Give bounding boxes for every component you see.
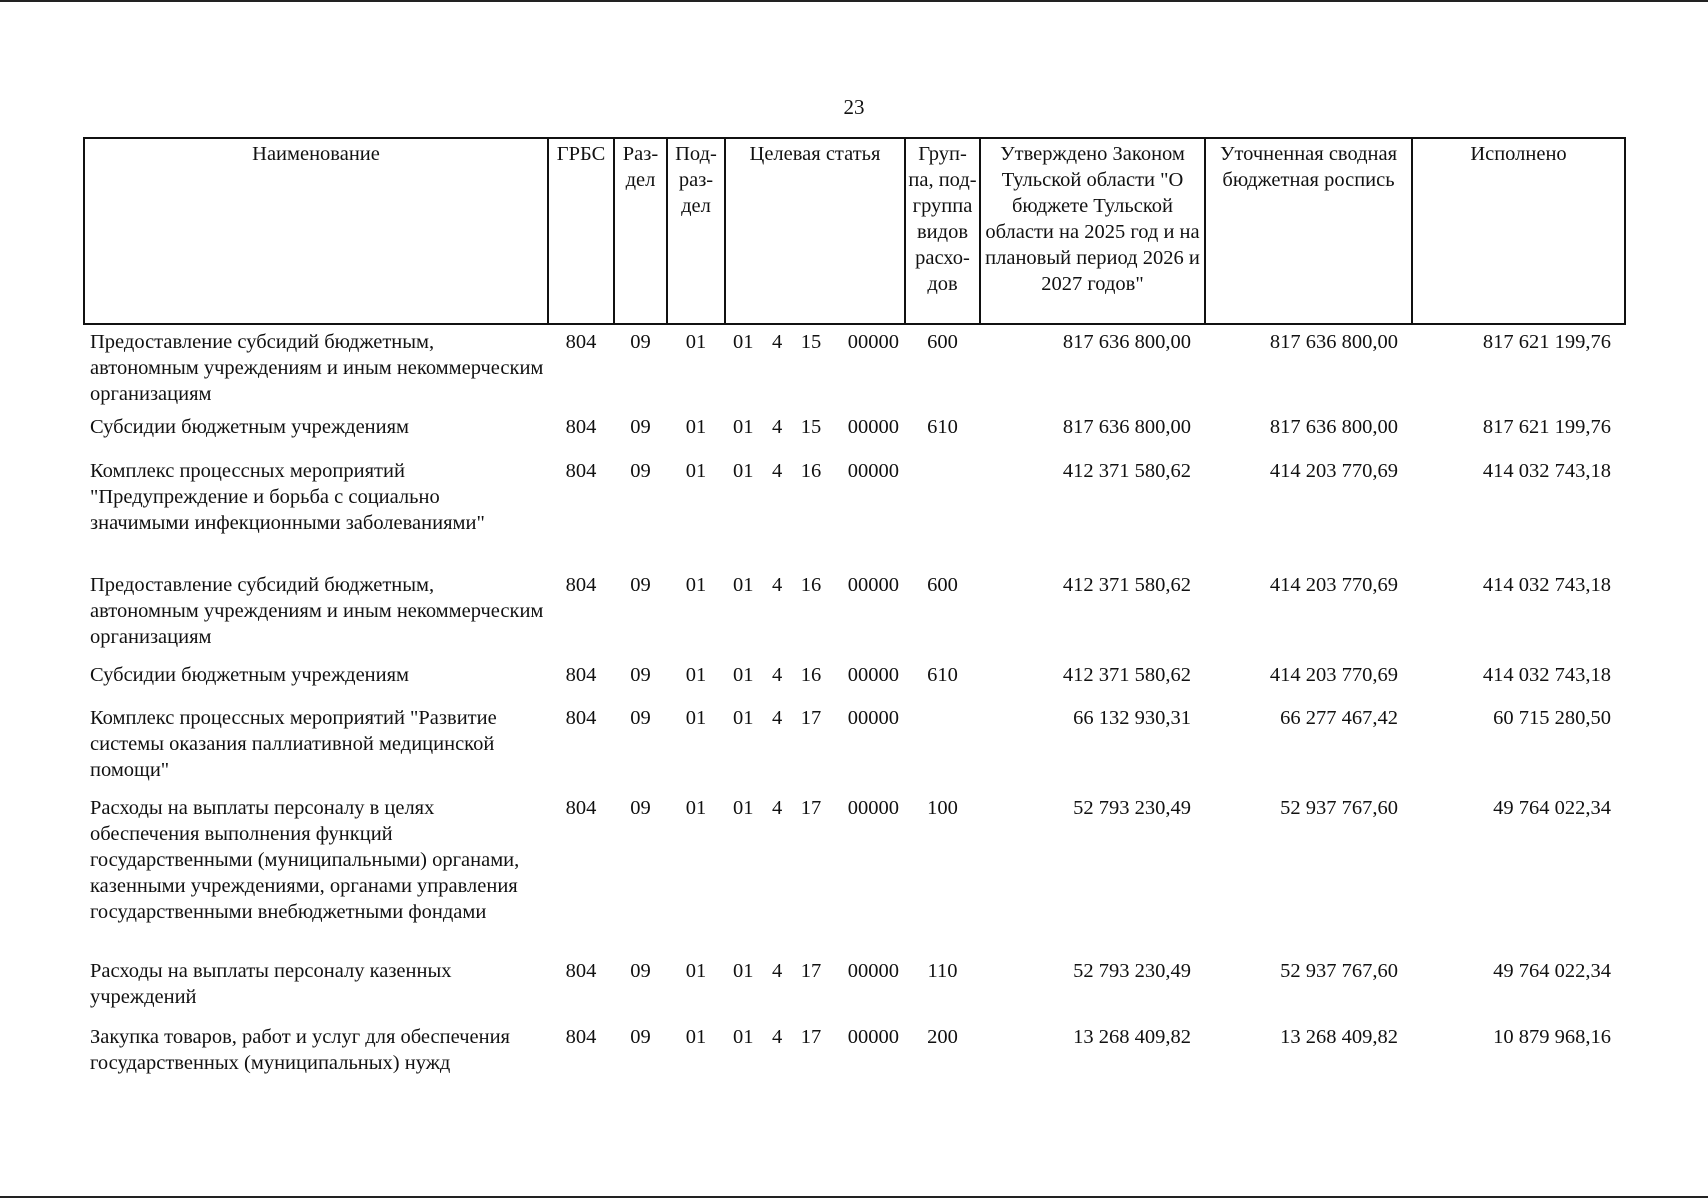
row-group: 100 [927,797,958,819]
row-refined: 817 636 800,00 [1269,331,1398,353]
row-name: Расходы на выплаты персоналу казенных учреждений [90,960,452,1008]
row-grbs: 804 [565,574,597,596]
target-part: 17 [800,797,822,819]
row-grbs: 804 [565,707,597,729]
row-podrazdel: 01 [685,1026,707,1048]
row-target [725,324,905,414]
row-group: 610 [927,416,958,438]
row-grbs: 804 [565,416,597,438]
target-part: 01 [733,331,754,353]
row-executed: 10 879 968,16 [1493,1026,1611,1048]
target-part: 17 [800,1026,822,1048]
row-name: Комплекс процессных мероприятий "Предупреждение и борьба с социально значимыми инфекционными заболеваниями" [90,460,485,534]
row-group: 610 [927,664,958,686]
row-approved: 412 371 580,62 [1062,664,1191,686]
row-podrazdel: 01 [685,664,707,686]
page-number: 23 [843,95,865,119]
target-part: 16 [800,460,822,482]
header-executed: Исполнено [1412,138,1625,324]
row-approved: 412 371 580,62 [1062,460,1191,482]
row-razdel: 09 [630,707,651,729]
header-name: Наименование [84,138,548,324]
bottom-scan-rule [0,1196,1708,1198]
row-name: Расходы на выплаты персоналу в целях обеспечения выполнения функций государственными (муниципальными) органами, казенными учреждениями, органами управления государственными внебюджетными фондами [90,797,520,923]
row-target [725,414,905,458]
target-part: 01 [733,1026,754,1048]
row-razdel: 09 [630,664,651,686]
target-part: 4 [772,664,783,686]
row-target [725,572,905,662]
target-part: 15 [800,416,822,438]
table-row [84,458,1625,572]
row-approved: 52 793 230,49 [1073,960,1191,982]
row-razdel: 09 [630,574,651,596]
table-header [84,138,1625,324]
target-part: 00000 [847,707,899,729]
target-part: 4 [772,797,783,819]
header-razdel: Раз-дел [614,138,667,324]
row-target [725,795,905,958]
target-part: 16 [800,574,822,596]
row-podrazdel: 01 [685,960,707,982]
row-podrazdel: 01 [685,707,707,729]
row-name: Предоставление субсидий бюджетным, автономным учреждениям и иным некоммерческим организациям [90,331,544,405]
target-part: 4 [772,574,783,596]
row-target [725,662,905,705]
row-grbs: 804 [565,664,597,686]
table-body [84,324,1625,1114]
row-grbs: 804 [565,960,597,982]
target-part: 4 [772,707,783,729]
target-part: 4 [772,331,783,353]
row-name: Закупка товаров, работ и услуг для обеспечения государственных (муниципальных) нужд [90,1026,510,1074]
target-part: 01 [733,797,754,819]
row-refined: 414 203 770,69 [1269,574,1398,596]
target-part: 17 [800,960,822,982]
table-row [84,1024,1625,1114]
row-group: 600 [927,574,958,596]
row-executed: 49 764 022,34 [1493,797,1611,819]
row-name: Субсидии бюджетным учреждениям [90,416,410,438]
header-refined: Уточненная сводная бюджетная роспись [1205,138,1412,324]
target-part: 01 [733,707,754,729]
row-executed: 49 764 022,34 [1493,960,1611,982]
table-row [84,705,1625,795]
table-row [84,795,1625,958]
row-group: 200 [927,1026,958,1048]
row-target [725,958,905,1024]
row-podrazdel: 01 [685,797,707,819]
row-approved: 412 371 580,62 [1062,574,1191,596]
row-razdel: 09 [630,331,651,353]
row-refined: 52 937 767,60 [1280,797,1398,819]
row-target [725,458,905,572]
target-part: 00000 [847,331,899,353]
row-razdel: 09 [630,416,651,438]
row-podrazdel: 01 [685,460,707,482]
row-refined: 66 277 467,42 [1280,707,1398,729]
row-podrazdel: 01 [685,574,707,596]
table-row [84,324,1625,414]
row-approved: 13 268 409,82 [1073,1026,1191,1048]
row-grbs: 804 [565,460,597,482]
target-part: 17 [800,707,822,729]
row-group [905,458,980,572]
target-part: 4 [772,1026,783,1048]
top-scan-rule [0,0,1708,2]
target-part: 00000 [847,416,899,438]
header-grbs: ГРБС [548,138,614,324]
target-part: 4 [772,416,783,438]
target-part: 00000 [847,664,899,686]
row-razdel: 09 [630,960,651,982]
row-refined: 13 268 409,82 [1280,1026,1398,1048]
header-approved: Утверждено Законом Тульской области "О бюджете Тульской области на 2025 год и на плановый период 2026 и 2027 годов" [980,138,1205,324]
row-group: 110 [927,960,958,982]
target-part: 4 [772,460,783,482]
target-part: 4 [772,960,783,982]
row-refined: 414 203 770,69 [1269,460,1398,482]
target-part: 00000 [847,1026,899,1048]
row-refined: 52 937 767,60 [1280,960,1398,982]
row-razdel: 09 [630,1026,651,1048]
table-row [84,662,1625,705]
row-executed: 414 032 743,18 [1482,460,1611,482]
target-part: 00000 [847,960,899,982]
row-approved: 817 636 800,00 [1062,416,1191,438]
header-podrazdel: Под-раз-дел [667,138,725,324]
row-name: Субсидии бюджетным учреждениям [90,664,410,686]
row-name: Предоставление субсидий бюджетным, автономным учреждениям и иным некоммерческим организациям [90,574,544,648]
row-grbs: 804 [565,1026,597,1048]
target-part: 01 [733,416,754,438]
target-part: 00000 [847,460,899,482]
target-part: 00000 [847,574,899,596]
row-target [725,1024,905,1114]
row-group [905,705,980,795]
row-executed: 414 032 743,18 [1482,574,1611,596]
row-executed: 414 032 743,18 [1482,664,1611,686]
row-approved: 66 132 930,31 [1073,707,1191,729]
row-approved: 52 793 230,49 [1073,797,1191,819]
target-part: 15 [800,331,822,353]
target-part: 01 [733,960,754,982]
target-part: 00000 [847,797,899,819]
header-target: Целевая статья [725,138,905,324]
target-part: 01 [733,574,754,596]
table-row [84,958,1625,1024]
row-executed: 817 621 199,76 [1482,331,1611,353]
row-podrazdel: 01 [685,331,707,353]
table-row [84,414,1625,458]
budget-table [83,137,1626,1114]
row-razdel: 09 [630,460,651,482]
row-approved: 817 636 800,00 [1062,331,1191,353]
row-grbs: 804 [565,331,597,353]
row-target [725,705,905,795]
row-grbs: 804 [565,797,597,819]
row-podrazdel: 01 [685,416,707,438]
table-row [84,572,1625,662]
row-refined: 817 636 800,00 [1269,416,1398,438]
row-group: 600 [927,331,958,353]
row-refined: 414 203 770,69 [1269,664,1398,686]
header-group: Груп-па, под-группа видов расхо-дов [905,138,980,324]
target-part: 01 [733,460,754,482]
row-razdel: 09 [630,797,651,819]
target-part: 01 [733,664,754,686]
row-executed: 60 715 280,50 [1493,707,1611,729]
row-name: Комплекс процессных мероприятий "Развитие системы оказания паллиативной медицинской помощи" [90,707,497,781]
target-part: 16 [800,664,822,686]
row-executed: 817 621 199,76 [1482,416,1611,438]
